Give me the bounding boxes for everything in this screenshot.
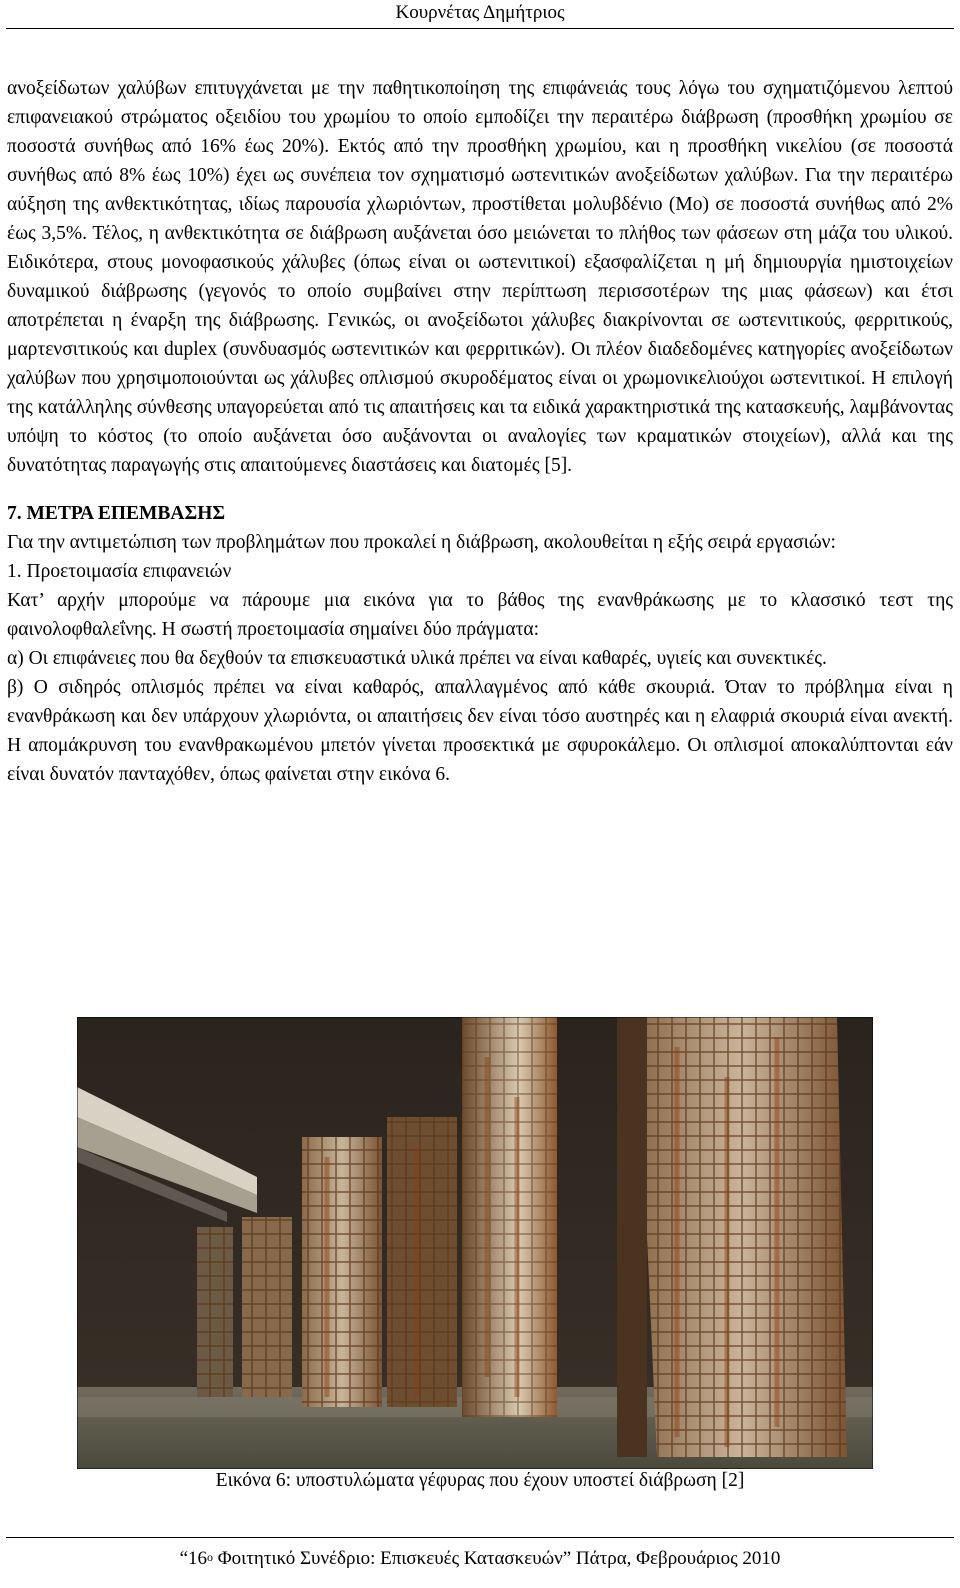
page-header xyxy=(0,0,960,28)
list-item-a: α) Οι επιφάνειες που θα δεχθούν τα επισκευαστικά υλικά πρέπει να είναι καθαρές, υγιείς και συνεκτικές. xyxy=(7,648,827,669)
section-intro: Για την αντιμετώπιση των προβλημάτων που προκαλεί η διάβρωση, ακολουθείται η εξής σειρά εργασιών: xyxy=(7,532,836,553)
bridge-columns-photo xyxy=(77,1017,873,1469)
footer-number: 16 xyxy=(188,1548,208,1569)
header-rule xyxy=(6,28,954,29)
page-footer xyxy=(0,1545,960,1573)
header-author: Κουρνέτας Δημήτριος xyxy=(395,2,565,23)
footer-text: Φοιτητικό Συνέδριο: Επισκευές Κατασκευών” Πάτρα, Φεβρουάριος 2010 xyxy=(213,1548,781,1569)
footer-rule xyxy=(6,1537,954,1538)
section-heading: 7. ΜΕΤΡΑ ΕΠΕΜΒΑΣΗΣ xyxy=(7,503,226,524)
footer-open-quote: “ xyxy=(179,1548,189,1569)
body-paragraph: ανοξείδωτων χαλύβων επιτυγχάνεται με την παθητικοποίηση της επιφάνειάς τους λόγω του σχηματιζόμενου λεπτού επιφανειακού στρώματος οξειδίου του χρωμίου το οποίο εμποδίζει την περαιτέρω διάβρωση (προσθήκη χρωμίου σε ποσοστά συνήθως από 16% έως 20%). Εκτός από την προσθήκη χρωμίου, και η προσθήκη νικελίου (σε ποσοστά συνήθως από 8% έως 10%) έχει ως συνέπεια τον σχηματισμό ωστενιτικών ανοξείδωτων χαλύβων. Για την περαιτέρω αύξηση της ανθεκτικότητας, ιδίως παρουσία χλωριόντων, προστίθεται μολυβδένιο (Mo) σε ποσοστά συνήθως από 2% έως 3,5%. Τέλος, η ανθεκτικότητα σε διάβρωση αυξάνεται όσο μειώνεται το πλήθος των φάσεων στη μάζα του υλικού. Ειδικότερα, στους μονοφασικούς χάλυβες (όπως είναι οι ωστενιτικοί) εξασφαλίζεται η μή δημιουργία ημιστοιχείων δυναμικού διάβρωσης (γεγονός το οποίο συμβαίνει στην περίπτωση περισσοτέρων της μιας φάσεων) και έτσι αποτρέπεται η έναρξη της διάβρωσης. Γενικώς, οι ανοξείδωτοι χάλυβες διακρίνονται σε ωστενιτικούς, φερριτικούς, μαρτενσιτικούς και duplex (συνδυασμός ωστενιτικών και φερριτικών). Οι πλέον διαδεδομένες κατηγορίες ανοξείδωτων χαλύβων που χρησιμοποιούνται ως χάλυβες οπλισμού σκυροδέματος είναι οι χρωμονικελιούχοι ωστενιτικοί. Η επιλογή της κατάλληλης σύνθεσης υπαγορεύεται από τις απαιτήσεις και τα ειδικά χαρακτηριστικά της κατασκευής, λαμβάνοντας υπόψη το κόστος (το οποίο αυξάνεται όσο αυξάνονται οι αναλογίες των κραματικών στοιχείων), αλλά και της δυνατότητας παραγωγής στις απαιτούμενες διαστάσεις και διατομές [5]. xyxy=(7,78,953,476)
figure-caption: Εικόνα 6: υποστυλώματα γέφυρας που έχουν υποστεί διάβρωση [2] xyxy=(215,1470,745,1491)
list-item-b: β) Ο σιδηρός οπλισμός πρέπει να είναι καθαρός, απαλλαγμένος από κάθε σκουριά. Όταν το πρόβλημα είναι η ενανθράκωση και δεν υπάρχουν χλωριόντα, οι απαιτήσεις δεν είναι τόσο αυστηρές και η ελαφριά σκουριά είναι ανεκτή. Η απομάκρυνση του ενανθρακωμένου μπετόν γίνεται προσεκτικά με σφυροκάλεμο. Οι οπλισμοί αποκαλύπτονται εάν είναι δυνατόν πανταχόθεν, όπως φαίνεται στην εικόνα 6. xyxy=(7,677,953,785)
photo-illustration xyxy=(77,1017,873,1469)
section-paragraph: Κατ’ αρχήν μπορούμε να πάρουμε μια εικόνα για το βάθος της ενανθράκωσης με το κλασσικό τεστ της φαινολοφθαλεΐνης. Η σωστή προετοιμασία σημαίνει δύο πράγματα: xyxy=(7,590,953,640)
footer-superscript: ο xyxy=(207,1550,214,1564)
page-body xyxy=(7,74,953,789)
subsection-heading: 1. Προετοιμασία επιφανειών xyxy=(7,561,232,582)
